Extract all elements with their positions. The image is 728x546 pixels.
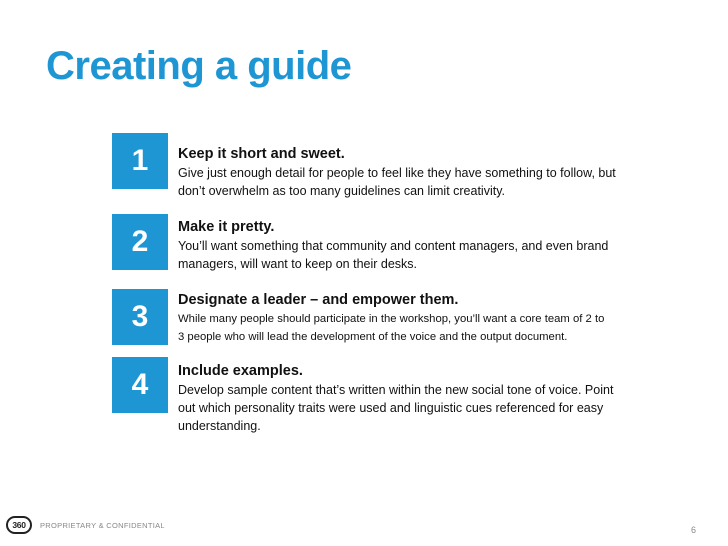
step-1-line-1: Give just enough detail for people to feel like they have something to follow, but [178, 166, 616, 180]
step-3-heading: Designate a leader – and empower them. [178, 292, 459, 308]
step-3-badge: 3 [112, 289, 168, 345]
step-4-badge: 4 [112, 357, 168, 413]
step-1-body [178, 164, 648, 200]
step-3-line-2: 3 people who will lead the development of the voice and the output document. [178, 331, 568, 343]
confidential-label: PROPRIETARY & CONFIDENTIAL [40, 521, 165, 530]
step-2-line-2: managers, will want to keep on their desks. [178, 257, 418, 271]
step-1-heading: Keep it short and sweet. [178, 146, 345, 162]
step-2-line-1: You’ll want something that community and content managers, and even brand [178, 239, 609, 253]
slide-title: Creating a guide [46, 44, 352, 88]
page-number: 6 [691, 525, 697, 535]
step-3-text [178, 291, 648, 346]
step-2-text [178, 218, 648, 273]
step-1-text [178, 145, 648, 200]
step-4-line-1: Develop sample content that’s written within the new social tone of voice. Point [178, 383, 614, 397]
step-1-badge: 1 [112, 133, 168, 189]
step-3-body [178, 310, 648, 346]
step-4-text [178, 362, 648, 435]
step-4-line-3: understanding. [178, 419, 261, 433]
step-1-line-2: don’t overwhelm as too many guidelines can limit creativity. [178, 184, 505, 198]
step-2-body [178, 237, 648, 273]
step-2-heading: Make it pretty. [178, 219, 275, 235]
step-4-heading: Include examples. [178, 363, 303, 379]
step-4-body [178, 381, 648, 435]
step-3-line-1: While many people should participate in the workshop, you’ll want a core team of 2 to [178, 313, 605, 325]
step-4-line-2: out which personality traits were used and linguistic cues referenced for easy [178, 401, 604, 415]
step-2-badge: 2 [112, 214, 168, 270]
company-logo: 360 [6, 516, 32, 534]
